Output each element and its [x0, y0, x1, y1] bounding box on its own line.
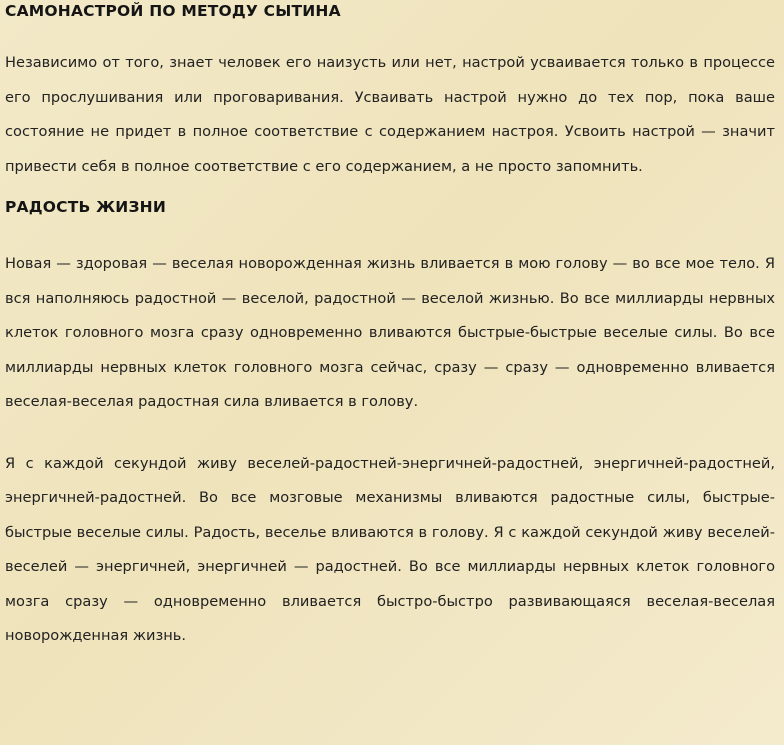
- article: [5, 0, 775, 654]
- article-paragraph-intro: Независимо от того, знает человек его наизусть или нет, настрой усваивается только в процессе его прослушивания или проговаривания. Усваивать настрой нужно до тех пор, пока ваше состояние не придет в полное соответствие с содержанием настроя. Усвоить настрой — значит привести себя в полное соответствие с его содержанием, а не просто запомнить.: [5, 54, 775, 175]
- section-heading: РАДОСТЬ ЖИЗНИ: [5, 198, 166, 216]
- article-heading: САМОНАСТРОЙ ПО МЕТОДУ СЫТИНА: [5, 2, 341, 20]
- section-paragraph-1: Новая — здоровая — веселая новорожденная жизнь вливается в мою голову — во все мое тело. Я вся наполняюсь радостной — веселой, радостной — веселой жизнью. Во все миллиарды нервных клеток головного мозга сразу одновременно вливаются быстрые-быстрые веселые силы. Во все миллиарды нервных клеток головного мозга сейчас, сразу — сразу — одновременно вливается веселая-веселая радостная сила вливается в голову.: [5, 255, 775, 410]
- section-paragraph-2: Я с каждой секундой живу веселей-радостней-энергичней-радостней, энергичней-радостней, энергичней-радостней. Во все мозговые механизмы вливаются радостные силы, быстрые-быстрые веселые силы. Радость, веселье вливаются в голову. Я с каждой секундой живу веселей-веселей — энергичней, энергичней — радостней. Во все миллиарды нервных клеток головного мозга сразу — одновременно вливается быстро-быстро развивающаяся веселая-веселая новорожденная жизнь.: [5, 454, 775, 644]
